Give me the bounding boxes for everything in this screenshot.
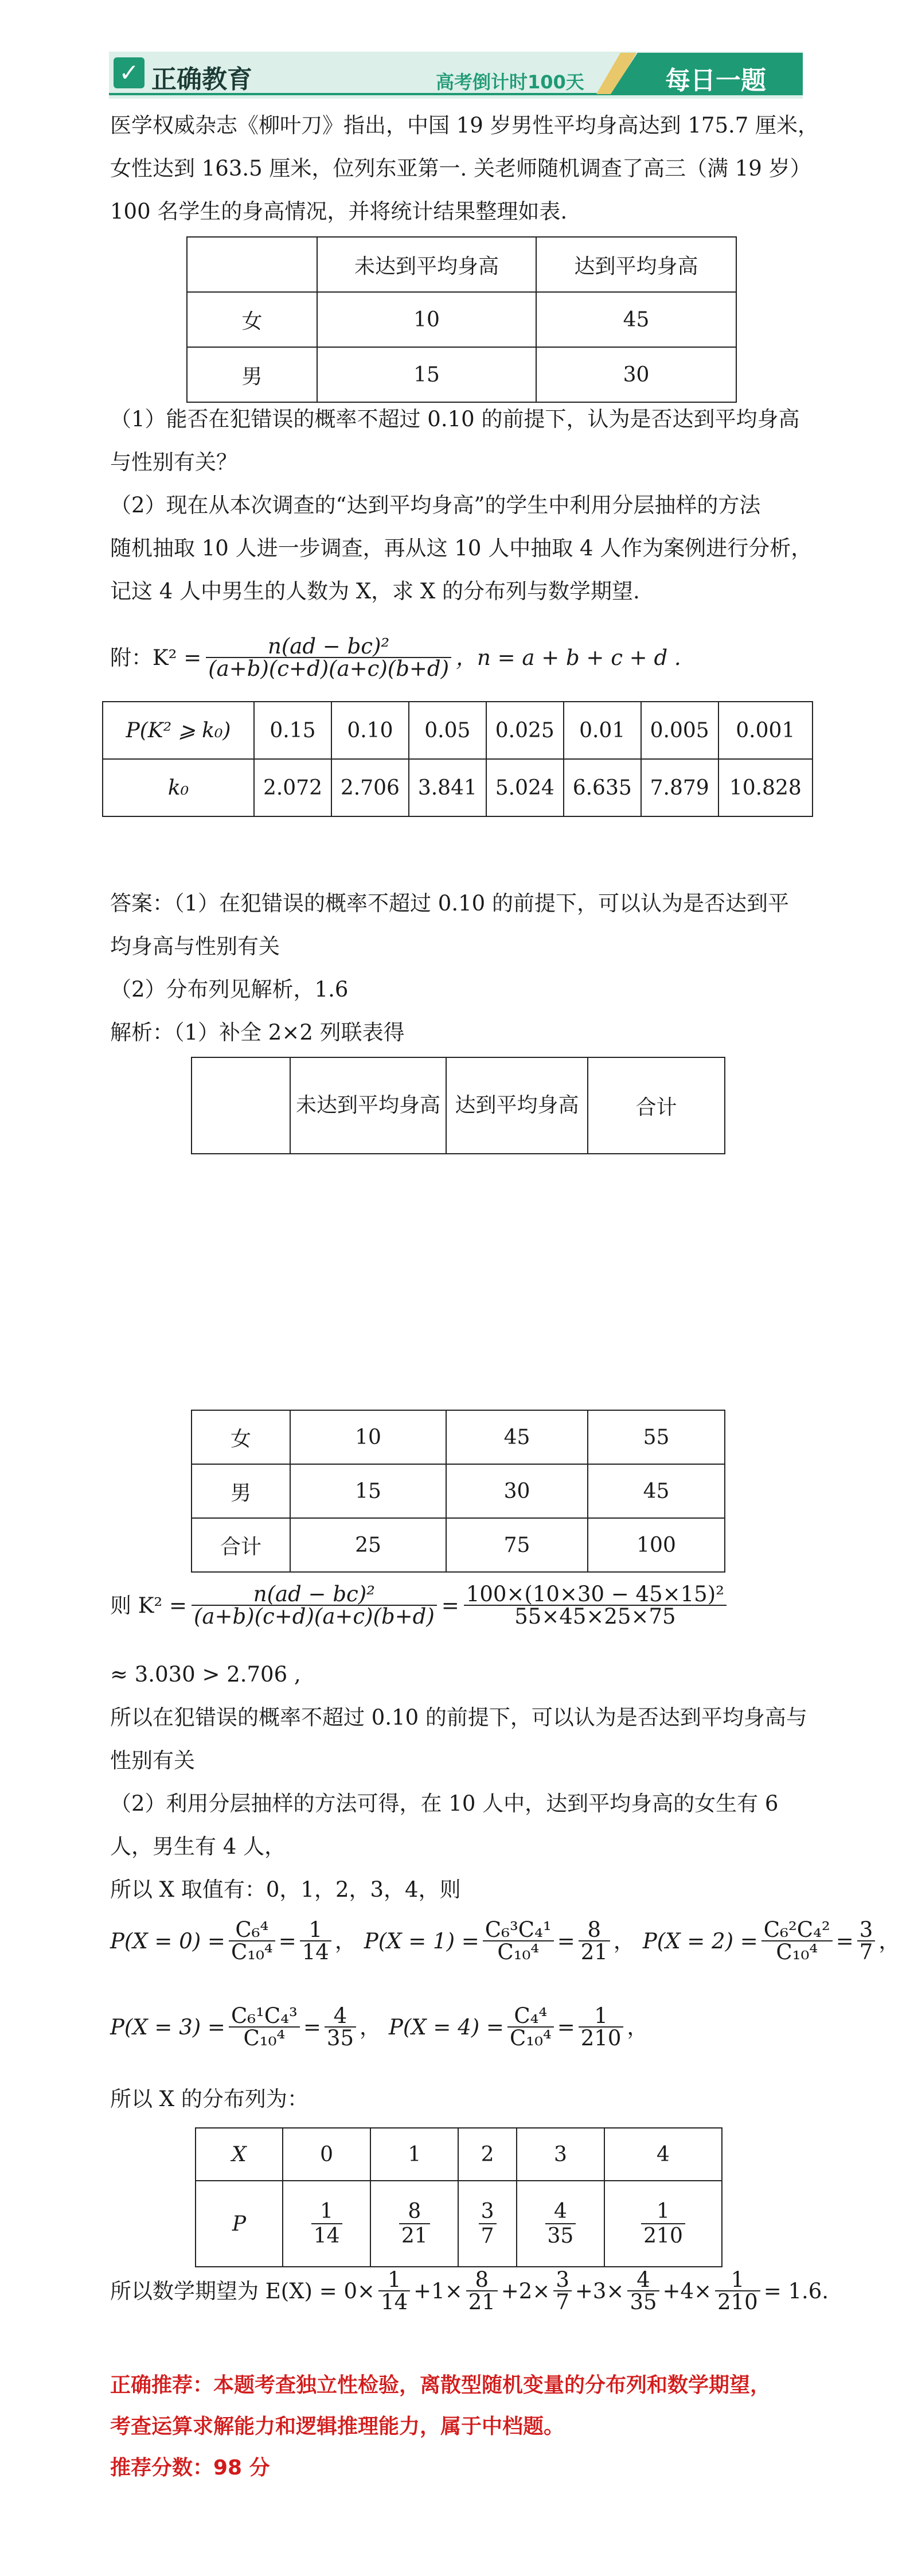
combination-fraction [229,2005,300,2049]
recommend-score: 推荐分数：98 分 [110,2456,270,2480]
result-fraction [857,1919,876,1963]
combination-fraction [761,1919,833,1963]
prob-eq: = [557,2014,575,2040]
table-cell: 3.841 [409,759,486,816]
expect-fraction-den: 7 [556,2290,569,2314]
prob-row-1 [110,1919,908,1963]
table-header: 达到平均身高 [446,1057,588,1154]
probability-fraction-num: 1 [641,2200,685,2224]
probability-fraction [479,2200,497,2248]
table-cell: 0 [283,2128,370,2181]
probability-fraction [311,2200,342,2248]
combination-fraction-num: C₆¹C₄³ [229,2005,300,2028]
row-label: P(K² ⩾ k₀) [103,702,254,759]
table-row [187,347,736,402]
row-label: k₀ [103,759,254,816]
table-cell: 100 [588,1518,725,1572]
answer-line-2: 均身高与性别有关 [110,934,280,959]
expect-fraction [715,2269,760,2313]
result-fraction-den: 210 [580,2026,622,2050]
expect-op: +2× [501,2278,550,2303]
answer-line-1: 答案：（1）在犯错误的概率不超过 0.10 的前提下，可以认为是否达到平 [110,891,789,916]
table-cell: 75 [446,1518,588,1572]
probability-fraction-den: 35 [547,2224,574,2248]
critical-value-table [102,701,813,817]
probability-expr [643,1919,900,1963]
probability-fraction-den: 21 [401,2224,428,2248]
table-header: 达到平均身高 [536,237,736,292]
probability-fraction-num: 4 [545,2200,576,2224]
question-line-2: 女性达到 163.5 厘米，位列东亚第一. 关老师随机调查了高三（满 19 岁） [110,156,811,181]
survey-table [186,236,737,403]
analysis-part2-line-2: 人，男生有 4 人， [110,1834,286,1859]
expect-fraction-num: 3 [553,2269,572,2291]
table-cell: 4 [604,2128,722,2181]
recommend-line-1: 正确推荐：本题考查独立性检验，离散型随机变量的分布列和数学期望， [110,2373,771,2397]
result-fraction-den: 35 [326,2026,354,2050]
dist-intro: 所以 X 的分布列为： [110,2087,308,2111]
probability-fraction [545,2200,576,2248]
expect-op: +4× [662,2278,712,2303]
table-cell: 45 [588,1464,725,1518]
prob-sep: ， [334,1928,356,1954]
result-fraction-num: 4 [325,2005,356,2028]
combination-fraction [229,1919,275,1963]
check-icon: ✓ [114,57,144,88]
brand-logo-text: 正确教育 [151,65,252,94]
combination-fraction-den: C₁₀⁴ [497,1940,540,1964]
expect-fraction-den: 35 [630,2290,657,2314]
table-cell: 0.025 [486,702,564,759]
table-header: 未达到平均身高 [290,1057,446,1154]
table-header: 合计 [588,1057,725,1154]
prob-sep: ， [878,1928,900,1954]
table-cell: 7.879 [641,759,718,816]
table-row [196,2181,722,2267]
prob-lhs: P(X = 4) = [389,2014,504,2040]
result-fraction-num: 1 [300,1919,331,1941]
result-fraction-den: 14 [302,1940,329,1964]
combination-fraction-den: C₁₀⁴ [776,1940,818,1964]
table-row [103,759,813,816]
expect-fraction [553,2269,572,2313]
analysis-part2-line-3: 所以 X 取值有：0，1，2，3，4，则 [110,1877,461,1902]
result-fraction-den: 21 [580,1940,608,1964]
formula-denominator: (a+b)(c+d)(a+c)(b+d) [208,656,450,681]
combination-fraction-den: C₁₀⁴ [509,2026,552,2050]
table-cell: 2.706 [331,759,409,816]
k2-numerator-2: 100×(10×30 − 45×15)² [464,1583,727,1606]
prob-sep: ， [613,1928,635,1954]
result-fraction [300,1919,331,1963]
part1-line-2: 与性别有关？ [110,450,237,474]
contingency-table-body [191,1410,725,1573]
combination-fraction [483,1919,554,1963]
k2-denominator: (a+b)(c+d)(a+c)(b+d) [194,1604,435,1629]
k2-computation [110,1583,731,1627]
table-cell: 2 [458,2128,516,2181]
part2-line-2: 随机抽取 10 人进一步调查，再从这 10 人中抽取 4 人作为案例进行分析， [110,536,813,561]
table-cell [604,2181,722,2267]
table-cell [283,2181,370,2267]
recommend-line-2: 考查运算求解能力和逻辑推理能力，属于中档题。 [110,2415,565,2438]
table-cell: 55 [588,1410,725,1464]
table-header: 未达到平均身高 [317,237,536,292]
distribution-table [195,2127,722,2267]
prob-sep: ， [627,2014,649,2040]
expectation [110,2269,829,2313]
table-row [196,2128,722,2181]
table-cell: 合计 [192,1518,290,1572]
table-cell: 30 [446,1464,588,1518]
expect-fraction-num: 1 [378,2269,410,2291]
result-fraction-num: 8 [579,1919,610,1941]
table-cell: 5.024 [486,759,564,816]
combination-fraction-num: C₆³C₄¹ [483,1919,554,1941]
table-cell: 女 [192,1410,290,1464]
table-cell: 0.15 [254,702,331,759]
daily-title: 每日一题 [665,66,766,95]
table-cell: 15 [317,347,536,402]
result-fraction-num: 3 [857,1919,876,1941]
probability-expr [389,2005,648,2049]
probability-fraction-num: 3 [479,2200,497,2224]
table-row [192,1518,725,1572]
countdown-label: 高考倒计时100天 [436,71,584,93]
table-row [192,1464,725,1518]
prob-lhs: P(X = 3) = [110,2014,225,2040]
prob-sep: ， [360,2014,381,2040]
expect-fraction [627,2269,659,2313]
expect-fraction-num: 8 [466,2269,498,2291]
expect-fraction-num: 1 [715,2269,760,2291]
probability-fraction-num: 1 [311,2200,342,2224]
row-label: P [196,2181,283,2267]
combination-fraction-num: C₆²C₄² [761,1919,833,1941]
prob-lhs: P(X = 2) = [642,1928,758,1954]
table-cell: 6.635 [564,759,641,816]
prob-lhs: P(X = 0) = [110,1928,225,1954]
expect-fraction-den: 21 [468,2290,495,2314]
probability-expr [110,1919,356,1963]
expect-fraction-den: 210 [717,2290,758,2314]
result-fraction [325,2005,356,2049]
formula-suffix: ，n = a + b + c + d . [456,645,681,670]
formula-prefix: 附：K² = [110,645,202,670]
table-cell: 0.10 [331,702,409,759]
combination-fraction-den: C₁₀⁴ [231,1940,273,1964]
probability-fraction-den: 7 [481,2224,494,2248]
analysis-intro: 解析：（1）补全 2×2 列联表得 [110,1020,405,1045]
table-row [103,702,813,759]
formula-numerator: n(ad − bc)² [206,636,451,658]
prob-eq: = [835,1928,854,1954]
expect-suffix: = 1.6. [763,2278,829,2303]
prob-lhs: P(X = 1) = [364,1928,479,1954]
result-fraction [579,2005,624,2049]
table-cell: 10 [290,1410,446,1464]
probability-fraction-num: 8 [399,2200,430,2224]
table-cell [187,237,317,292]
k2-formula [110,636,681,679]
table-cell: 10.828 [718,759,813,816]
table-cell [458,2181,516,2267]
probability-expr [110,2005,381,2049]
conclusion-line-1: 所以在犯错误的概率不超过 0.10 的前提下，可以认为是否达到平均身高与 [110,1705,807,1730]
table-cell: 男 [192,1464,290,1518]
table-cell: 25 [290,1518,446,1572]
prob-eq: = [278,1928,296,1954]
expect-prefix: 所以数学期望为 E(X) = 0× [110,2278,376,2303]
prob-eq: = [557,1928,575,1954]
part1-line-1: （1）能否在犯错误的概率不超过 0.10 的前提下，认为是否达到平均身高 [110,407,800,431]
question-line-1: 医学权威杂志《柳叶刀》指出，中国 19 岁男性平均身高达到 175.7 厘米， [110,113,819,138]
k2-denominator-2: 55×45×25×75 [514,1604,676,1629]
part2-line-1: （2）现在从本次调查的“达到平均身高”的学生中利用分层抽样的方法 [110,493,761,517]
table-cell: 30 [536,347,736,402]
table-cell: 女 [187,292,317,347]
probability-expr [364,1919,635,1963]
table-cell: 45 [536,292,736,347]
question-line-3: 100 名学生的身高情况，并将统计结果整理如表. [110,199,568,224]
answer-line-3: （2）分布列见解析，1.6 [110,977,349,1002]
table-cell: 45 [446,1410,588,1464]
probability-fraction-den: 210 [643,2224,683,2248]
expect-fraction [378,2269,410,2313]
table-cell: 3 [517,2128,604,2181]
prob-row-2 [110,2005,656,2049]
expect-fraction-num: 4 [627,2269,659,2291]
combination-fraction-den: C₁₀⁴ [243,2026,286,2050]
table-cell [517,2181,604,2267]
expect-op: +1× [413,2278,463,2303]
result-fraction [579,1919,610,1963]
result-fraction-num: 1 [579,2005,624,2028]
prob-eq: = [303,2014,321,2040]
table-cell: 1 [370,2128,458,2181]
table-cell: 0.001 [718,702,813,759]
contingency-table-header [191,1057,725,1154]
expect-fraction [466,2269,498,2313]
row-label: X [196,2128,283,2181]
table-cell: 10 [317,292,536,347]
table-cell: 15 [290,1464,446,1518]
probability-fraction [641,2200,685,2248]
table-cell [192,1057,290,1154]
combination-fraction [507,2005,554,2049]
probability-fraction [399,2200,430,2248]
k2-numerator: n(ad − bc)² [192,1583,437,1606]
k2-approx: ≈ 3.030 > 2.706 , [110,1662,301,1687]
table-row [187,292,736,347]
table-cell: 0.005 [641,702,718,759]
k2-prefix: 则 K² = [110,1593,187,1618]
combination-fraction-num: C₆⁴ [229,1919,275,1941]
table-cell: 男 [187,347,317,402]
expect-fraction-den: 14 [381,2290,408,2314]
table-cell: 2.072 [254,759,331,816]
expect-op: +3× [575,2278,624,2303]
k2-equals: = [441,1593,459,1618]
table-row [192,1410,725,1464]
table-cell: 0.01 [564,702,641,759]
part2-line-3: 记这 4 人中男生的人数为 X，求 X 的分布列与数学期望. [110,579,640,604]
combination-fraction-num: C₄⁴ [507,2005,554,2028]
table-cell: 0.05 [409,702,486,759]
result-fraction-den: 7 [859,1940,873,1964]
analysis-part2-line-1: （2）利用分层抽样的方法可得，在 10 人中，达到平均身高的女生有 6 [110,1791,779,1816]
conclusion-line-2: 性别有关 [110,1748,195,1773]
table-cell [370,2181,458,2267]
probability-fraction-den: 14 [313,2224,340,2248]
